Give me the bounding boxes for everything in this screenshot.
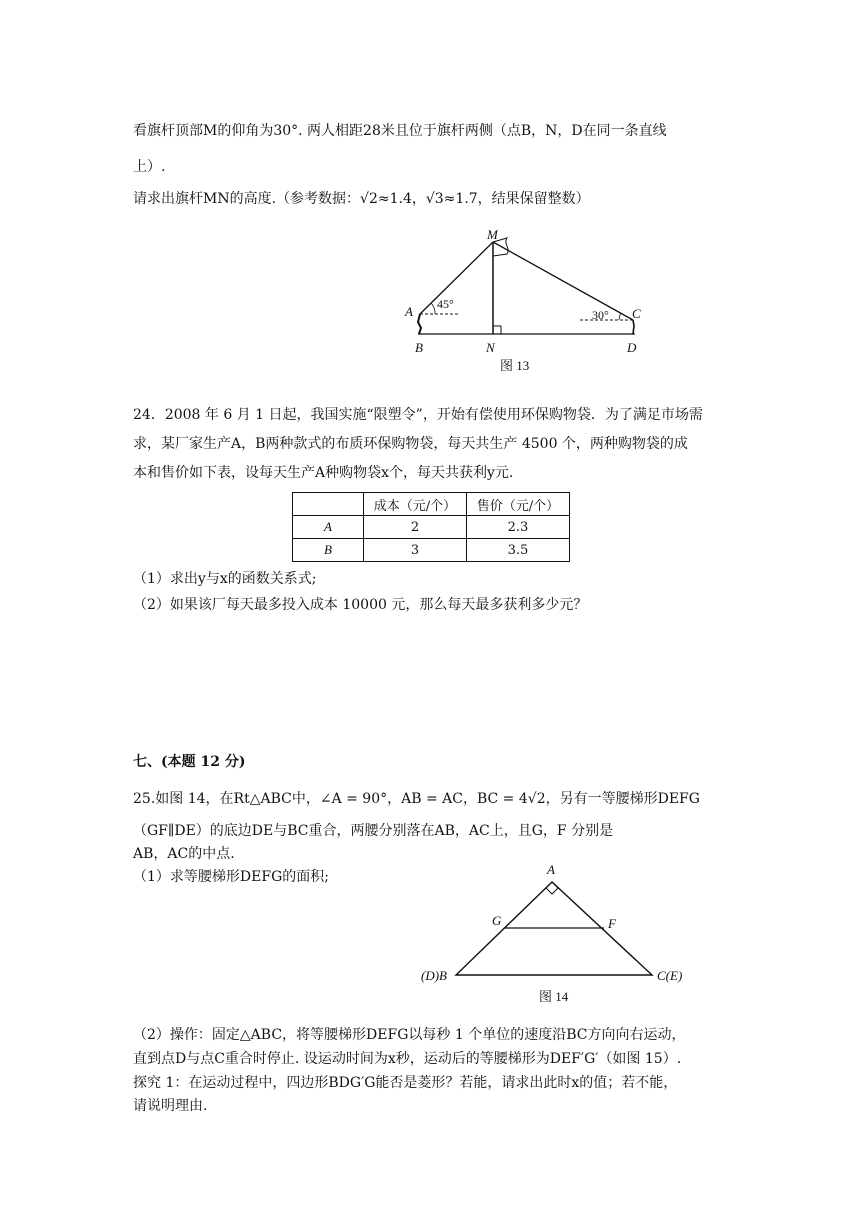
table-row — [293, 516, 570, 539]
section-7-title: 七、(本题 12 分) — [133, 754, 246, 770]
label-g: G — [492, 913, 502, 928]
q24-line3: 本和售价如下表，设每天生产A种购物袋x个，每天共获利y元. — [133, 465, 514, 481]
figure-13 — [395, 222, 655, 377]
right-angle-mark — [493, 326, 501, 334]
figure-14 — [415, 858, 705, 1008]
q25-sub2-line3: 探究 1：在运动过程中，四边形BDG′G能否是菱形？若能，请求出此时x的值；若不能， — [133, 1075, 678, 1091]
q25-sub2-line1: （2）操作：固定△ABC，将等腰梯形DEFG以每秒 1 个单位的速度沿BC方向向右运动， — [133, 1027, 686, 1043]
q24-line2: 求，某厂家生产A，B两种款式的布质环保购物袋，每天共生产 4500 个，两种购物袋的成 — [133, 436, 688, 452]
table-header-cell: 成本（元/个） — [364, 493, 467, 516]
q23-line2: 上）. — [133, 159, 166, 175]
label-db: (D)B — [421, 968, 447, 983]
table-cell: 2 — [364, 516, 467, 539]
q25-line2: （GF∥DE）的底边DE与BC重合，两腰分别落在AB，AC上，且G，F 分别是 — [133, 823, 614, 839]
q24-sub2: （2）如果该厂每天最多投入成本 10000 元，那么每天最多获利多少元？ — [133, 597, 588, 613]
angle-label-45: 45° — [437, 297, 454, 311]
q25-line1: 25.如图 14，在Rt△ABC中，∠A = 90°，AB = AC，BC = 4√2，另有一等腰梯形DEFG — [133, 791, 700, 807]
table-cell: A — [293, 516, 364, 539]
table-cell: 3.5 — [467, 539, 570, 562]
q25-sub2-line2: 直到点D与点C重合时停止. 设运动时间为x秒，运动后的等腰梯形为DEF′G′（如图 15）. — [133, 1051, 682, 1067]
q24-sub1: （1）求出y与x的函数关系式; — [133, 571, 317, 587]
q24-line1: 24．2008 年 6 月 1 日起，我国实施“限塑令”，开始有偿使用环保购物袋．为了满足市场需 — [133, 407, 703, 423]
label-d: D — [627, 340, 637, 355]
label-ce: C(E) — [657, 968, 683, 983]
label-n: N — [486, 340, 495, 355]
person-d-icon — [633, 320, 634, 334]
angle-label-30: 30° — [592, 308, 609, 322]
figure-14-caption: 图 14 — [539, 989, 569, 1004]
angle-arc-45 — [431, 303, 435, 314]
person-b-icon — [418, 314, 421, 334]
q25-line3: AB，AC的中点. — [133, 846, 235, 862]
table-header-cell: 售价（元/个） — [467, 493, 570, 516]
table-cell: 2.3 — [467, 516, 570, 539]
table-cell: 3 — [364, 539, 467, 562]
label-a: A — [547, 862, 555, 877]
angle-arc-30 — [619, 313, 621, 320]
label-a: A — [405, 304, 413, 319]
table-row — [293, 539, 570, 562]
table-header-cell — [293, 493, 364, 516]
label-b: B — [415, 340, 423, 355]
label-f: F — [608, 916, 616, 931]
q25-sub1: （1）求等腰梯形DEFG的面积; — [133, 869, 329, 885]
q25-sub2-line4: 请说明理由. — [133, 1098, 208, 1114]
cost-price-table — [292, 492, 570, 562]
sight-line-cm — [493, 242, 633, 320]
table-header-row — [293, 493, 570, 516]
right-angle-mark — [546, 882, 558, 894]
figure-13-caption: 图 13 — [500, 358, 530, 373]
label-c: C — [632, 306, 641, 321]
q23-line3: 请求出旗杆MN的高度.（参考数据：√2≈1.4，√3≈1.7，结果保留整数） — [133, 191, 590, 207]
q23-line1: 看旗杆顶部M的仰角为30°. 两人相距28米且位于旗杆两侧（点B，N，D在同一条直线 — [133, 123, 667, 139]
table-cell: B — [293, 539, 364, 562]
label-m: M — [487, 227, 498, 242]
